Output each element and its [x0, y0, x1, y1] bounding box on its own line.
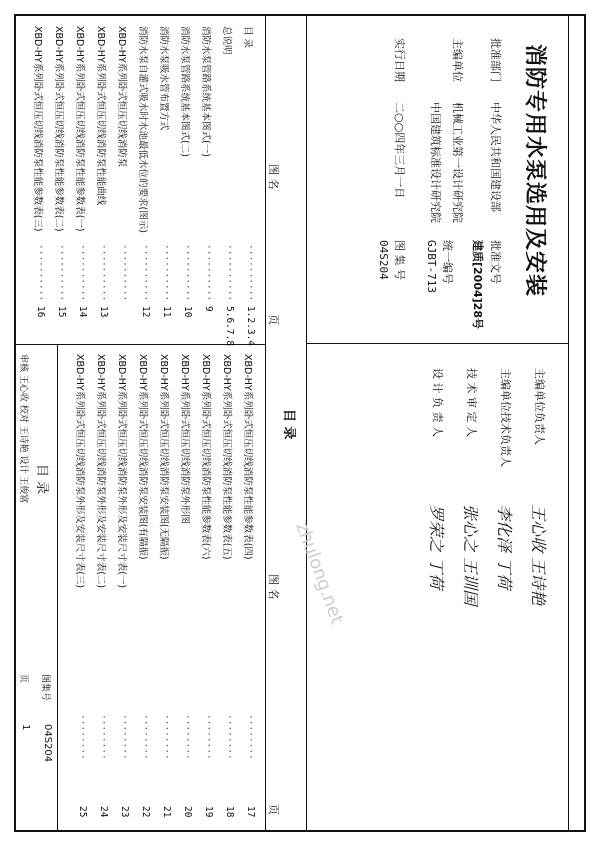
toc-entry-name: XBD-HY系列卧式恒压切线消防泵外形及安装尺寸表(三) [74, 354, 85, 589]
editor-unit-1: 机械工业第一设计研究院 [451, 102, 464, 223]
toc-entry-name: 消防水泵管路系统基本图式(二) [179, 26, 190, 157]
toc-entry-dots: ········ [203, 714, 214, 760]
toc-entry-dots: ·········· [245, 244, 256, 302]
toc-entry-name: XBD-HY系列卧式恒压切线消防泵安装图(无隔振) [158, 354, 169, 560]
toc-header-rule [265, 14, 266, 832]
editor-unit-2: 中国建筑标准设计研究院 [429, 102, 442, 223]
responsible-role: 技 术 审 定 人 [465, 368, 478, 437]
approval-dept: 中华人民共和国建设部 [489, 102, 502, 212]
toc-entry-page: 1.2.3.4 [245, 306, 256, 347]
toc-entry-page: 23 [119, 806, 130, 818]
toc-entry-page: 19 [203, 806, 214, 818]
toc-entry-dots: ········ [161, 714, 172, 760]
toc-header: 目 录 [281, 409, 296, 440]
toc-entry-name: XBD-HY系列卧式恒压切线消防泵 [116, 26, 127, 168]
toc-entry-name: XBD-HY系列卧式恒压切线消防泵外形及安装尺寸表(二) [95, 354, 106, 589]
titleblock-page-label: 页 [18, 674, 28, 684]
toc-entry-name: XBD-HY系列卧式恒压切线消防泵安装图(有隔振) [137, 354, 148, 560]
toc-entry-name: XBD-HY系列卧式恒压切线消防泵外形及安装尺寸表(一) [116, 354, 127, 589]
toc-entry-dots: ·········· [224, 244, 235, 302]
toc-entry-dots: ·········· [182, 244, 193, 302]
toc-col-name-left: 图 名 [267, 164, 280, 190]
toc-entry-page: 11 [161, 306, 172, 318]
title-block [14, 344, 58, 832]
watermark: zhulong.net [291, 519, 348, 627]
responsible-role: 设 计 负 责 人 [431, 368, 444, 437]
toc-entry-name: 目 录 [242, 26, 253, 49]
toc-entry-name: 消防水泵自灌式吸水时水池最低水位的要求(图示) [137, 26, 148, 233]
responsible-signature: 王心收 王诗艳 [529, 504, 548, 606]
toc-entry-page: 12 [140, 306, 151, 318]
responsible-role: 主编单位技术负责人 [499, 368, 512, 467]
toc-entry-name: XBD-HY系列卧式恒压切线消防泵性能曲线 [95, 26, 106, 206]
toc-entry-name: 消防水泵管路系统基本图式(一) [200, 26, 211, 157]
toc-entry-page: 24 [98, 806, 109, 818]
approval-doc: 建质[2004]28号 [471, 240, 484, 329]
responsible-role: 主编单位负责人 [533, 368, 546, 445]
responsible-panel [306, 344, 568, 832]
toc-entry-dots: ········ [140, 714, 151, 760]
atlas-no: 04S204 [377, 240, 390, 280]
toc-entry-name: XBD-HY系列卧式恒压切线消防泵性能参数表(二) [53, 26, 64, 232]
toc-entry-name: XBD-HY系列卧式恒压切线消防泵性能参数表(三) [32, 26, 43, 232]
toc-panel [14, 14, 306, 832]
toc-entry-dots: ········ [182, 714, 193, 760]
responsible-signature: 罗荣之 丁荷 [427, 504, 446, 590]
toc-entry-page: 21 [161, 806, 172, 818]
toc-entry-page: 18 [224, 806, 235, 818]
toc-entry-page: 25 [77, 806, 88, 818]
toc-entry-name: XBD-HY系列卧式恒压切线消防泵性能参数表(五) [221, 354, 232, 560]
toc-entry-page: 22 [140, 806, 151, 818]
responsible-signature: 李化泽 丁荷 [495, 504, 514, 590]
toc-entry-dots: ·········· [98, 244, 109, 302]
titleblock-name: 目 录 [34, 464, 49, 495]
toc-entry-page: 5.6.7.8 [224, 306, 235, 347]
toc-entry-dots: ·········· [203, 244, 214, 302]
approval-dept-label: 批准部门 [489, 38, 502, 82]
titleblock-atlas-no: 04S204 [42, 724, 53, 763]
toc-entry-dots: ·········· [56, 244, 67, 302]
toc-col-name-right: 图 名 [267, 574, 280, 600]
toc-entry-page: 20 [182, 806, 193, 818]
titleblock-approvals: 审核 王心收 校对 王诗艳 设计 王俊富 [18, 354, 28, 504]
toc-entry-dots: ·········· [35, 244, 46, 302]
atlas-no-label: 图 集 号 [393, 240, 406, 280]
toc-entry-name: 总说明 [221, 26, 232, 55]
toc-entry-dots: ·········· [161, 244, 172, 302]
toc-entry-dots: ········ [98, 714, 109, 760]
impl-date-label: 实行日期 [393, 38, 406, 82]
toc-entry-page: 16 [35, 306, 46, 318]
binding-strip [568, 14, 586, 832]
toc-entry-page: 14 [77, 306, 88, 318]
toc-entry-dots: ·········· [77, 244, 88, 302]
titleblock-page-no: 1 [20, 724, 31, 731]
unified-no-label: 统一编号 [441, 240, 454, 284]
toc-entry-page: 10 [182, 306, 193, 318]
toc-entry-name: XBD-HY系列卧式恒压切线消防泵性能参数表(六) [200, 354, 211, 560]
toc-entry-dots: ·········· [119, 244, 130, 302]
toc-entry-dots: ········ [77, 714, 88, 760]
toc-entry-name: XBD-HY系列卧式恒压切线消防泵性能参数表(四) [242, 354, 253, 560]
atlas-title: 消防专用水泵选用及安装 [522, 44, 548, 298]
titleblock-atlas-label: 图集号 [40, 674, 50, 702]
toc-col-page-right: 页 [267, 804, 280, 815]
toc-entry-dots: ········ [224, 714, 235, 760]
editor-unit-label: 主编单位 [451, 38, 464, 82]
toc-col-page-left: 页 [267, 314, 280, 325]
toc-entry-page: 13 [98, 306, 109, 318]
responsible-signature: 张心之 王训国 [461, 504, 480, 606]
impl-date: 二○○四年三月一日 [393, 102, 406, 199]
toc-entry-name: 消防水泵吸水管布置方式 [158, 26, 169, 131]
toc-entry-dots: ········ [245, 714, 256, 760]
toc-entry-name: XBD-HY系列卧式恒压切线消防泵性能参数表(一) [74, 26, 85, 232]
toc-entry-name: XBD-HY系列卧式恒压切线消防泵外形图 [179, 354, 190, 524]
toc-entry-page: 9 [203, 306, 214, 312]
toc-entry-page: 15 [56, 306, 67, 318]
toc-entry-dots: ········ [119, 714, 130, 760]
approval-doc-label: 批准文号 [489, 240, 502, 284]
unified-no: GJBT-713 [425, 240, 438, 293]
cover-panel [306, 14, 568, 344]
toc-entry-dots: ·········· [140, 244, 151, 302]
toc-entry-page: 17 [245, 806, 256, 818]
